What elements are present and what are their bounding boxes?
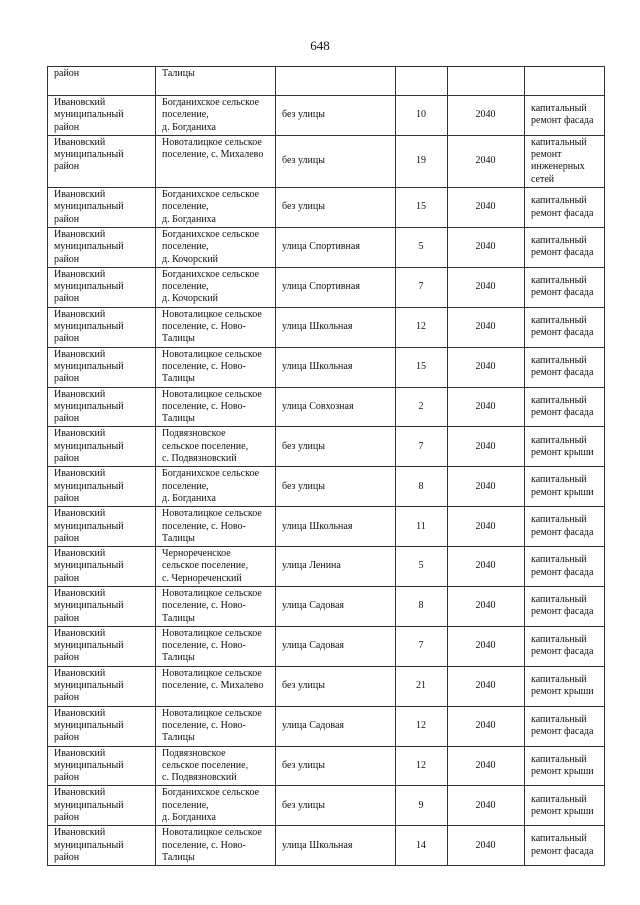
table-row — [48, 188, 605, 228]
table-row — [48, 666, 605, 706]
house-number-cell: 11 — [396, 507, 448, 547]
settlement-cell: Новоталицкое сельское поселение, с. Ново- Талицы — [156, 826, 276, 866]
street-cell: улица Ленина — [276, 547, 396, 587]
year-cell: 2040 — [448, 188, 525, 228]
house-number-cell: 9 — [396, 786, 448, 826]
table-row — [48, 427, 605, 467]
work-type-cell: капитальный ремонт крыши — [525, 746, 605, 786]
district-cell: район — [48, 67, 156, 96]
table-row — [48, 227, 605, 267]
table-row — [48, 586, 605, 626]
street-cell: без улицы — [276, 427, 396, 467]
table-row — [48, 467, 605, 507]
year-cell: 2040 — [448, 467, 525, 507]
work-type-cell: капитальный ремонт фасада — [525, 507, 605, 547]
district-cell: Ивановский муниципальный район — [48, 267, 156, 307]
year-cell: 2040 — [448, 387, 525, 427]
settlement-cell: Подвязновское сельское поселение, с. Подвязновский — [156, 746, 276, 786]
settlement-cell: Новоталицкое сельское поселение, с. Ново- Талицы — [156, 706, 276, 746]
settlement-cell: Новоталицкое сельское поселение, с. Ново- Талицы — [156, 347, 276, 387]
work-type-cell: капитальный ремонт фасада — [525, 96, 605, 136]
year-cell: 2040 — [448, 547, 525, 587]
year-cell: 2040 — [448, 347, 525, 387]
table-body — [48, 67, 605, 866]
settlement-cell: Богданихское сельское поселение, д. Кочорский — [156, 227, 276, 267]
district-cell: Ивановский муниципальный район — [48, 347, 156, 387]
district-cell: Ивановский муниципальный район — [48, 786, 156, 826]
house-number-cell: 12 — [396, 307, 448, 347]
street-cell: без улицы — [276, 786, 396, 826]
street-cell: улица Школьная — [276, 307, 396, 347]
street-cell: без улицы — [276, 666, 396, 706]
settlement-cell: Новоталицкое сельское поселение, с. Ново- Талицы — [156, 307, 276, 347]
work-type-cell: капитальный ремонт фасада — [525, 227, 605, 267]
settlement-cell: Чернореченское сельское поселение, с. Чернореченский — [156, 547, 276, 587]
housing-repair-table — [47, 66, 605, 866]
settlement-cell: Новоталицкое сельское поселение, с. Ново- Талицы — [156, 586, 276, 626]
table-row — [48, 135, 605, 187]
district-cell: Ивановский муниципальный район — [48, 706, 156, 746]
work-type-cell: капитальный ремонт фасада — [525, 826, 605, 866]
district-cell: Ивановский муниципальный район — [48, 666, 156, 706]
settlement-cell: Новоталицкое сельское поселение, с. Михалево — [156, 666, 276, 706]
work-type-cell — [525, 67, 605, 96]
year-cell: 2040 — [448, 826, 525, 866]
year-cell: 2040 — [448, 786, 525, 826]
table-row — [48, 347, 605, 387]
house-number-cell: 10 — [396, 96, 448, 136]
settlement-cell: Богданихское сельское поселение, д. Богданиха — [156, 786, 276, 826]
street-cell: улица Садовая — [276, 626, 396, 666]
work-type-cell: капитальный ремонт крыши — [525, 786, 605, 826]
table-row-continued — [48, 67, 605, 96]
table-row — [48, 626, 605, 666]
street-cell: улица Школьная — [276, 507, 396, 547]
street-cell: улица Школьная — [276, 347, 396, 387]
table-row — [48, 267, 605, 307]
house-number-cell: 15 — [396, 188, 448, 228]
district-cell: Ивановский муниципальный район — [48, 96, 156, 136]
table-row — [48, 746, 605, 786]
table-row — [48, 547, 605, 587]
year-cell: 2040 — [448, 746, 525, 786]
settlement-cell: Богданихское сельское поселение, д. Кочорский — [156, 267, 276, 307]
house-number-cell: 19 — [396, 135, 448, 187]
district-cell: Ивановский муниципальный район — [48, 586, 156, 626]
house-number-cell: 8 — [396, 586, 448, 626]
settlement-cell: Новоталицкое сельское поселение, с. Ново- Талицы — [156, 387, 276, 427]
year-cell: 2040 — [448, 135, 525, 187]
district-cell: Ивановский муниципальный район — [48, 387, 156, 427]
house-number-cell: 5 — [396, 547, 448, 587]
district-cell: Ивановский муниципальный район — [48, 227, 156, 267]
house-number-cell: 7 — [396, 626, 448, 666]
settlement-cell: Новоталицкое сельское поселение, с. Ново- Талицы — [156, 507, 276, 547]
year-cell: 2040 — [448, 227, 525, 267]
table-row — [48, 826, 605, 866]
house-number-cell: 8 — [396, 467, 448, 507]
street-cell: улица Совхозная — [276, 387, 396, 427]
table-row — [48, 786, 605, 826]
settlement-cell: Богданихское сельское поселение, д. Богданиха — [156, 188, 276, 228]
year-cell: 2040 — [448, 666, 525, 706]
street-cell: без улицы — [276, 96, 396, 136]
settlement-cell: Талицы — [156, 67, 276, 96]
street-cell: улица Садовая — [276, 586, 396, 626]
year-cell — [448, 67, 525, 96]
district-cell: Ивановский муниципальный район — [48, 467, 156, 507]
table-row — [48, 307, 605, 347]
work-type-cell: капитальный ремонт фасада — [525, 188, 605, 228]
street-cell: без улицы — [276, 188, 396, 228]
year-cell: 2040 — [448, 307, 525, 347]
district-cell: Ивановский муниципальный район — [48, 427, 156, 467]
street-cell: без улицы — [276, 467, 396, 507]
work-type-cell: капитальный ремонт крыши — [525, 427, 605, 467]
house-number-cell: 7 — [396, 427, 448, 467]
table-row — [48, 387, 605, 427]
work-type-cell: капитальный ремонт фасада — [525, 706, 605, 746]
district-cell: Ивановский муниципальный район — [48, 746, 156, 786]
work-type-cell: капитальный ремонт фасада — [525, 347, 605, 387]
table-row — [48, 96, 605, 136]
work-type-cell: капитальный ремонт фасада — [525, 626, 605, 666]
house-number-cell: 12 — [396, 746, 448, 786]
house-number-cell — [396, 67, 448, 96]
street-cell: улица Спортивная — [276, 227, 396, 267]
work-type-cell: капитальный ремонт фасада — [525, 387, 605, 427]
district-cell: Ивановский муниципальный район — [48, 135, 156, 187]
settlement-cell: Новоталицкое сельское поселение, с. Михалево — [156, 135, 276, 187]
year-cell: 2040 — [448, 626, 525, 666]
house-number-cell: 7 — [396, 267, 448, 307]
work-type-cell: капитальный ремонт крыши — [525, 666, 605, 706]
settlement-cell: Богданихское сельское поселение, д. Богданиха — [156, 96, 276, 136]
street-cell: без улицы — [276, 135, 396, 187]
district-cell: Ивановский муниципальный район — [48, 507, 156, 547]
street-cell: без улицы — [276, 746, 396, 786]
district-cell: Ивановский муниципальный район — [48, 626, 156, 666]
settlement-cell: Новоталицкое сельское поселение, с. Ново- Талицы — [156, 626, 276, 666]
table-row — [48, 507, 605, 547]
work-type-cell: капитальный ремонт фасада — [525, 267, 605, 307]
work-type-cell: капитальный ремонт фасада — [525, 586, 605, 626]
house-number-cell: 2 — [396, 387, 448, 427]
page-number: 648 — [310, 38, 330, 53]
street-cell: улица Садовая — [276, 706, 396, 746]
year-cell: 2040 — [448, 427, 525, 467]
street-cell: улица Школьная — [276, 826, 396, 866]
work-type-cell: капитальный ремонт инженерных сетей — [525, 135, 605, 187]
district-cell: Ивановский муниципальный район — [48, 188, 156, 228]
table-row — [48, 706, 605, 746]
work-type-cell: капитальный ремонт крыши — [525, 467, 605, 507]
house-number-cell: 15 — [396, 347, 448, 387]
house-number-cell: 14 — [396, 826, 448, 866]
house-number-cell: 21 — [396, 666, 448, 706]
year-cell: 2040 — [448, 586, 525, 626]
year-cell: 2040 — [448, 96, 525, 136]
settlement-cell: Подвязновское сельское поселение, с. Подвязновский — [156, 427, 276, 467]
work-type-cell: капитальный ремонт фасада — [525, 307, 605, 347]
work-type-cell: капитальный ремонт фасада — [525, 547, 605, 587]
district-cell: Ивановский муниципальный район — [48, 826, 156, 866]
house-number-cell: 12 — [396, 706, 448, 746]
street-cell — [276, 67, 396, 96]
year-cell: 2040 — [448, 706, 525, 746]
year-cell: 2040 — [448, 267, 525, 307]
year-cell: 2040 — [448, 507, 525, 547]
district-cell: Ивановский муниципальный район — [48, 547, 156, 587]
district-cell: Ивановский муниципальный район — [48, 307, 156, 347]
house-number-cell: 5 — [396, 227, 448, 267]
street-cell: улица Спортивная — [276, 267, 396, 307]
settlement-cell: Богданихское сельское поселение, д. Богданиха — [156, 467, 276, 507]
